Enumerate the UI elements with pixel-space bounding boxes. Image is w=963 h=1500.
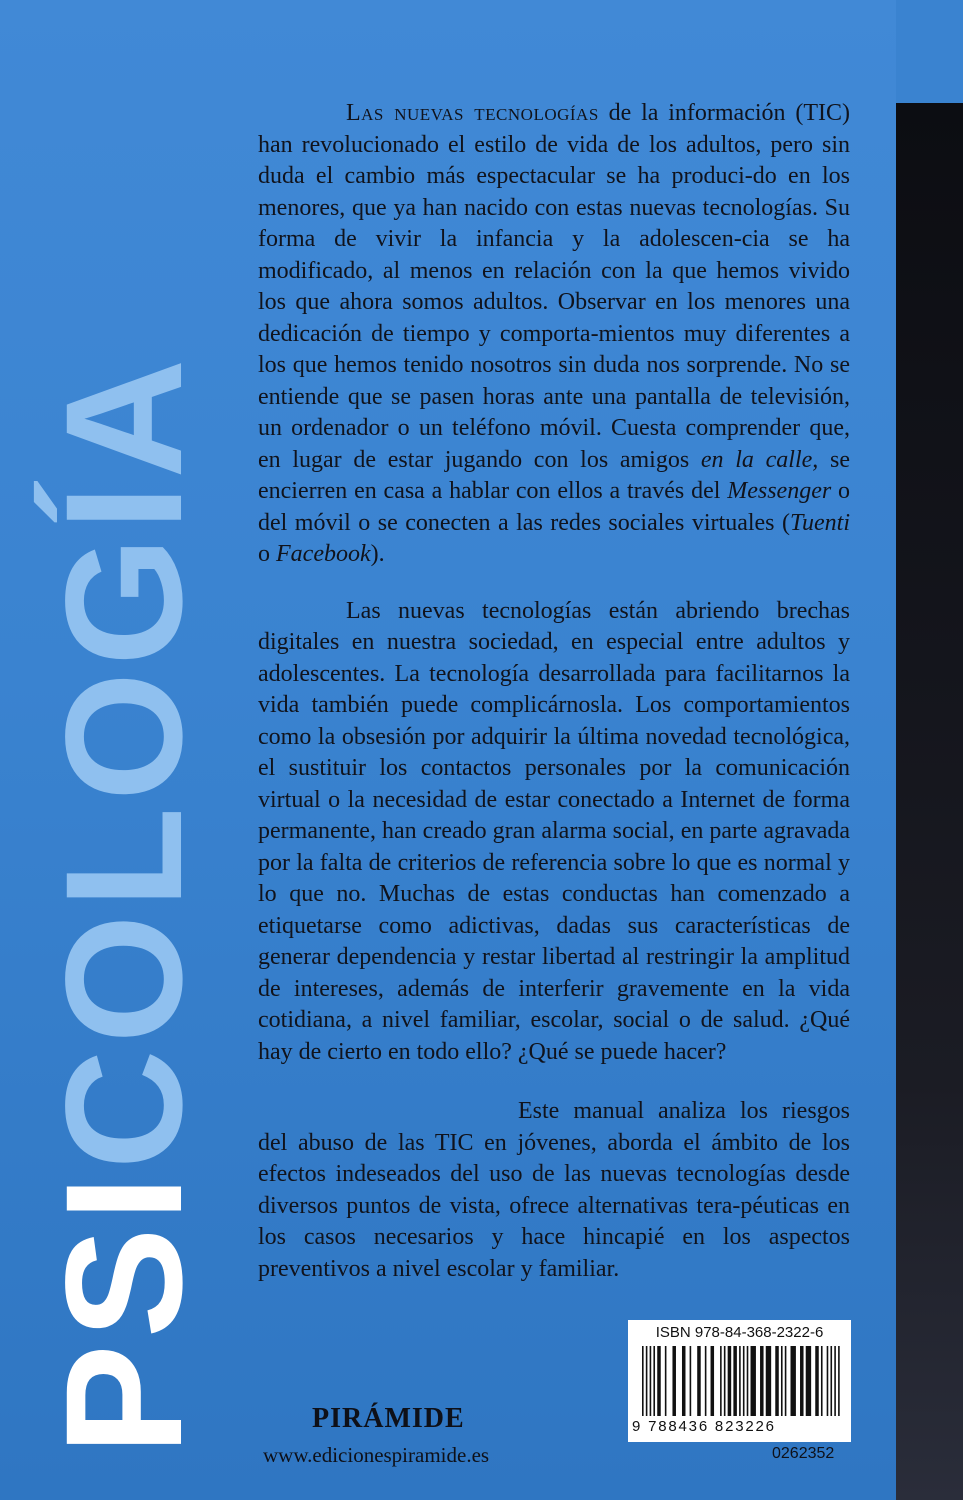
series-title-light: PSI [32,1169,217,1455]
cover-photo-edge [896,103,963,1500]
blurb-italic: Messenger [727,478,832,504]
blurb-paragraph-1 [258,98,850,571]
barcode-bar [642,1346,644,1416]
publisher-website: www.edicionespiramide.es [263,1443,490,1467]
barcode-bar [657,1346,661,1416]
blurb-paragraph-3: Este manual analiza los riesgos del abuso de las TIC en jóvenes, aborda el ámbito de los efectos indeseados del uso de las nuevas tecnologías desde diversos puntos de vista, ofrece alternativas tera-​péuticas en los casos necesarios y hace hincapié en los aspectos preventivos a nivel escolar y familiar. [258,1098,850,1282]
barcode-bar [838,1346,840,1416]
blurb-text: o [258,541,276,567]
barcode-bar [733,1346,737,1416]
barcode-bar [827,1346,829,1416]
barcode-bar [720,1346,722,1416]
barcode-bar [781,1346,783,1416]
barcode-bar [747,1346,749,1416]
barcode-bar [775,1346,779,1416]
barcode-bar [815,1346,819,1416]
blurb-lead-smallcaps: Las nuevas tecnologías [346,100,599,126]
isbn-barcode-box [628,1320,851,1442]
barcode-bar [646,1346,648,1416]
publisher-logo: PIRÁMIDE [312,1403,465,1434]
barcode-bar [766,1346,771,1416]
blurb-italic: Facebook [276,541,371,567]
barcode-bar [711,1346,715,1416]
barcode-bar [821,1346,823,1416]
barcode-bar [800,1346,804,1416]
barcode-bar [760,1346,764,1416]
blurb-text: ). [370,541,385,567]
barcode-bar [682,1346,686,1416]
barcode-bar [728,1346,732,1416]
reference-number: 0262352 [772,1445,835,1462]
isbn-label: ISBN 978-84-368-2322-6 [655,1324,824,1341]
barcode-bar [705,1346,707,1416]
barcode-bar [743,1346,745,1416]
barcode-bar [697,1346,701,1416]
barcode-bar [653,1346,655,1416]
blurb-text: de la información (TIC) han revolucionado el estilo de vida de los adultos, pero sin duda el cambio más espectacular se ha produci-​do en los menores, que ya han nacido con estas nuevas tecnologías. Su forma de vivir la infancia y la adolescen-​cia se ha modificado, al menos en relación con la que hemos vivido los que ahora somos adultos. Observar en los menores una dedicación de tiempo y comporta-​mientos muy diferentes a los que hemos tenido nosotros sin duda nos sorprende. No se entiende que se pasen horas ante una pantalla de televisión, un ordenador o un teléfono móvil. Cuesta comprender que, en lugar de estar jugando con los amigos [258,100,850,473]
barcode-bar [806,1346,811,1416]
back-cover-blurb [258,98,850,1285]
series-title-faint: COLOGÍA [32,352,217,1170]
series-title-vertical [32,352,217,1455]
blurb-italic: en la calle, [700,446,819,473]
barcode-bar [751,1346,756,1416]
barcode-bar [665,1346,667,1416]
barcode-bar [650,1346,652,1416]
blurb-italic: Tuenti [789,509,850,536]
barcode-bar [672,1346,676,1416]
barcode-bar [739,1346,741,1416]
blurb-text: se encierren en casa a hablar con ellos a través del [258,446,850,504]
barcode-icon [628,1344,851,1418]
barcode-digits: 9 788436 823226 [632,1418,776,1435]
blurb-text: o del móvil o se conecten a las redes sociales virtuales ( [258,478,850,536]
barcode-bar [830,1346,832,1416]
barcode-bar [791,1346,796,1416]
barcode-bar [690,1346,692,1416]
blurb-paragraph-2: Las nuevas tecnologías están abriendo brechas digitales en nuestra sociedad, en especial entre adultos y adolescentes. La tecnología desarrollada para facilitarnos la vida también puede complicárnosla. Los comportamientos como la obsesión por adquirir la última novedad tecnológica, el sustituir los contactos personales por la comunicación virtual o la necesidad de estar conectado a Internet de forma permanente, han creado gran alarma social, en parte agravada por la falta de criterios de referencia sobre lo que es normal y lo que no. Muchas de estas conductas han comenzado a etiquetarse como adictivas, dadas sus características de generar dependencia y restar libertad al restringir la amplitud de intereses, además de interferir gravemente en la vida cotidiana, a nivel familiar, escolar, social o de salud. ¿Qué hay de cierto en todo ello? ¿Qué se puede hacer? [258,597,850,1065]
barcode-bar [834,1346,836,1416]
barcode-bar [785,1346,787,1416]
barcode-bar [724,1346,726,1416]
